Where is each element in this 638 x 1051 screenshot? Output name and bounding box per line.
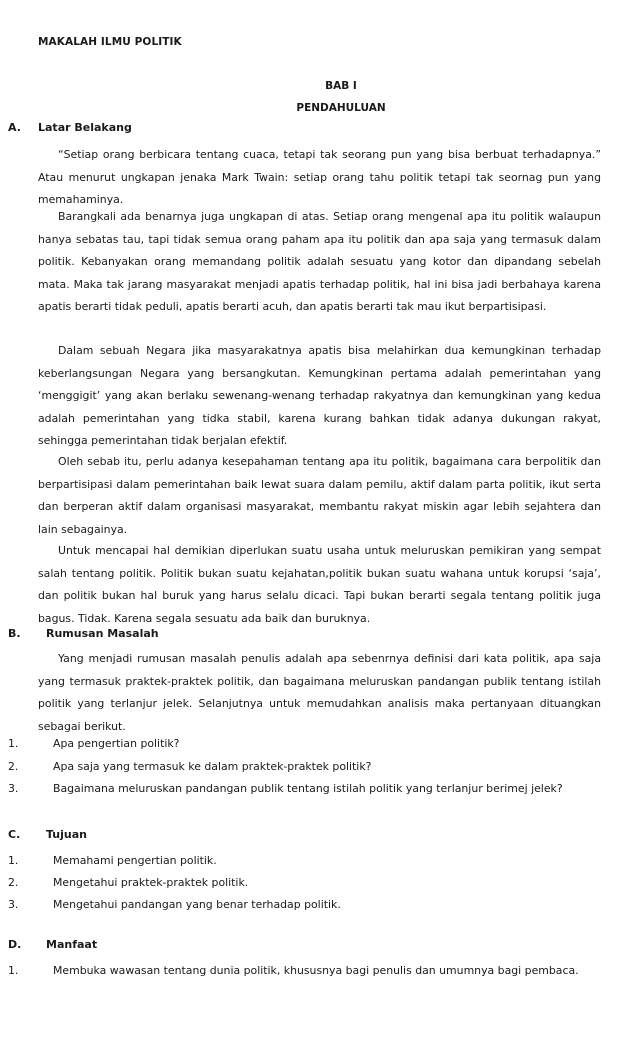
list-item [8, 960, 579, 982]
list-text: Mengetahui pandangan yang benar terhadap politik. [53, 898, 341, 911]
section-c-title: Tujuan [46, 828, 87, 841]
list-item [8, 850, 217, 872]
list-text: Bagaimana meluruskan pandangan publik tentang istilah politik yang terlanjur berimej jelek? [53, 782, 563, 795]
section-d-heading [8, 938, 97, 951]
section-b-paragraph: Yang menjadi rumusan masalah penulis adalah apa sebenrnya definisi dari kata politik, apa saja yang termasuk praktek-praktek politik, dan bagaimana meluruskan pandangan publik tentang istilah politik yang terlanjur jelek. Selanjutnya untuk memudahkan analisis maka pertanyaan dituangkan sebagai berikut. [38, 652, 601, 733]
section-a-title: Latar Belakang [38, 121, 132, 134]
document-title: MAKALAH ILMU POLITIK [38, 36, 182, 48]
list-text: Apa saja yang termasuk ke dalam praktek-praktek politik? [53, 760, 372, 773]
section-d-title: Manfaat [46, 938, 98, 951]
list-item [8, 872, 248, 894]
section-b-heading [8, 627, 159, 640]
chapter-number: BAB I [325, 80, 357, 92]
section-a-paragraph-2: Barangkali ada benarnya juga ungkapan di atas. Setiap orang mengenal apa itu politik walaupun hanya sebatas tau, tapi tidak semua orang paham apa itu politik dan apa saja yang termasuk dalam politik. Kebanyakan orang memandang politik adalah sesuatu yang kotor dan dipandang sebelah mata. Maka tak jarang masyarakat menjadi apatis terhadap politik, hal ini bisa jadi berbahaya karena apatis berarti tidak peduli, apatis berarti acuh, dan apatis berarti tak mau ikut berpartisipasi. [38, 210, 601, 313]
list-number: 2. [8, 876, 19, 889]
list-number: 1. [8, 964, 19, 977]
list-item [8, 778, 563, 800]
list-text: Memahami pengertian politik. [53, 854, 217, 867]
section-d-mark: D. [8, 938, 22, 951]
section-c-mark: C. [8, 828, 21, 841]
section-a-heading [8, 121, 132, 134]
section-c-heading [8, 828, 87, 841]
list-text: Membuka wawasan tentang dunia politik, khususnya bagi penulis dan umumnya bagi pembaca. [53, 964, 579, 977]
section-b-mark: B. [8, 627, 21, 640]
list-item [8, 894, 341, 916]
list-text: Apa pengertian politik? [53, 737, 180, 750]
list-text: Mengetahui praktek-praktek politik. [53, 876, 249, 889]
section-a-mark: A. [8, 121, 21, 134]
list-item [8, 733, 179, 755]
list-item [8, 756, 371, 778]
list-number: 1. [8, 737, 19, 750]
list-number: 2. [8, 760, 19, 773]
chapter-title: PENDAHULUAN [296, 102, 386, 114]
section-a-paragraph-1: “Setiap orang berbicara tentang cuaca, tetapi tak seorang pun yang bisa berbuat terhadapnya.” Atau menurut ungkapan jenaka Mark Twain: setiap orang tahu politik tetapi tak seornag pun yang memahaminya. [38, 148, 601, 206]
list-number: 3. [8, 898, 19, 911]
section-a-paragraph-3: Dalam sebuah Negara jika masyarakatnya apatis bisa melahirkan dua kemungkinan terhadap keberlangsungan Negara yang bersangkutan. Kemungkinan pertama adalah pemerintahan yang ‘menggigit’ yang akan berlaku sewenang-wenang terhadap rakyatnya dan kemungkinan yang kedua adalah pemerintahan yang tidka stabil, karena kurang bahkan tidak adanya dukungan rakyat, sehingga pemerintahan tidak berjalan efektif. [38, 344, 601, 447]
section-b-title: Rumusan Masalah [46, 627, 159, 640]
list-number: 3. [8, 782, 19, 795]
list-number: 1. [8, 854, 19, 867]
section-a-paragraph-5: Untuk mencapai hal demikian diperlukan suatu usaha untuk meluruskan pemikiran yang sempat salah tentang politik. Politik bukan suatu kejahatan,politik bukan suatu wahana untuk korupsi ‘saja’, dan politik bukan hal buruk yang harus selalu dicaci. Tapi bukan berarti segala tentang politik juga bagus. Tidak. Karena segala sesuatu ada baik dan buruknya. [38, 544, 601, 625]
section-a-paragraph-4: Oleh sebab itu, perlu adanya kesepahaman tentang apa itu politik, bagaimana cara berpolitik dan berpartisipasi dalam pemerintahan baik lewat suara dalam pemilu, aktif dalam parta politik, ikut serta dan berperan aktif dalam organisasi masyarakat, membantu rakyat miskin agar lebih sejahtera dan lain sebagainya. [38, 455, 601, 536]
